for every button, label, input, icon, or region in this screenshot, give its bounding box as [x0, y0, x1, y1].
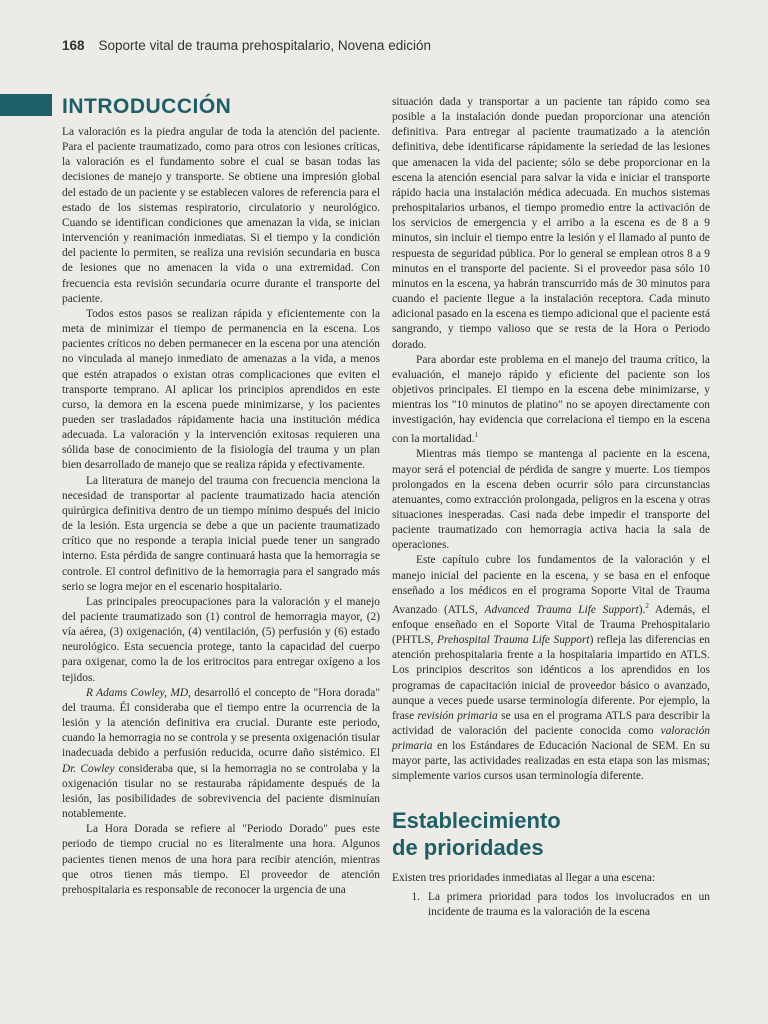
- paragraph-cowley: [62, 686, 380, 822]
- left-column: [62, 95, 380, 898]
- list-item: [392, 890, 710, 920]
- subsection-heading-line: de prioridades: [392, 834, 544, 860]
- paragraph: La Hora Dorada se refiere al "Periodo Dorado" pues este periodo de tiempo crucial no es literalmente una hora. Algunos pacientes tienen menos de una hora para recibir atención, mientras que otros tienen más tiempo. El proveedor de atención prehospitalaria es responsable de reconocer la urgencia de una: [62, 823, 380, 896]
- cowley-dr: Dr. Cowley: [62, 762, 115, 775]
- paragraph: [392, 353, 710, 448]
- paragraph: situación dada y transportar a un paciente tan rápido como sea posible a la instalación donde puedan proporcionar una atención definitiva. Para entregar al paciente traumatizado a la atención definitiva, debe identificarse rápidamente la seriedad de las lesiones que amenacen la vida del paciente; sólo se debe proporcionar en la escena la atención esencial para salvar la vida e iniciar el transporte rápido hacia una instalación médica adecuada. En muchos sistemas prehospitalarios urbanos, el tiempo promedio entre la activación de los servicios de emergencia y el arribo a la escena es de 8 a 9 minutos, sin incluir el tiempo entre la lesión y el llamado al punto de respuesta de seguridad pública. Por lo general se emplean otros 8 a 9 minutos en el transporte del paciente. Si el proveedor pasa sólo 10 minutos en la escena, ya habrán transcurrido más de 30 minutos para cuando el paciente llegue a la instalación receptora. Cada minuto adicional pasado en la escena es tiempo adicional que el paciente está sangrando, y tiempo valioso que se resta de la Hora o Periodo dorado.: [392, 96, 710, 351]
- paragraph-text: ) refleja las diferencias en atención prehospitalaria frente a la hospitalaria impartido en ATLS. Los principios descritos son idénticos a los aprendidos en los programas de capacitación inicial de proveedor básico o avanzado, aunque a veces puede usarse terminología diferente. Por ejemplo, la frase: [392, 634, 710, 722]
- paragraph: La literatura de manejo del trauma con frecuencia menciona la necesidad de transportar al paciente traumatizado hacia atención quirúrgica definitiva dentro de un tiempo mínimo después del inicio de la lesión. Esta urgencia se debe a que un paciente traumatizado crítico que no responde a terapia inicial puede tener un sangrado interno. Esta pérdida de sangre continuará hasta que la hemorragia se controle. El control definitivo de la hemorragia para el sangrado más serio se logra mejor en el escenario hospitalario.: [62, 474, 380, 593]
- term-valoracion-primaria: valoración primaria: [392, 725, 710, 753]
- atls-term: Advanced Trauma Life Support: [484, 603, 639, 616]
- paragraph: [392, 553, 710, 784]
- term-revision-primaria: revisión primaria: [417, 709, 498, 722]
- paragraph-text: Este capítulo cubre los fundamentos de la valoración y el manejo inicial del paciente en la escena, y se basa en el enfoque enseñado a los médicos en el programa Soporte Vital de Trauma Avanzado (ATLS,: [392, 554, 710, 616]
- cowley-name: R Adams Cowley, MD,: [86, 686, 191, 699]
- paragraph-text: Además, el enfoque enseñado en el Soporte Vital de Trauma Prehospitalario (PHTLS,: [392, 603, 710, 647]
- paragraph: Todos estos pasos se realizan rápida y eficientemente con la meta de minimizar el tiempo de permanencia en la escena. Los pacientes críticos no deben permanecer en la escena por una atención no vinculada al manejo inmediato de amenazas a la vida, a menos que estén atrapados o existan otras complicaciones que eviten el transporte temprano. Al aplicar los principios aprendidos en este curso, la demora en la escena puede minimizarse, y los pacientes pueden ser trasladados rápidamente hacia una institución médica adecuada. La valoración y la intervención exitosas requieren una sólida base de conocimiento de la fisiología del trauma y un plan bien desarrollado de manejo que se realiza rápida y efectivamente.: [62, 307, 380, 472]
- section-heading: INTRODUCCIÓN: [62, 95, 232, 118]
- paragraph-text: Para abordar este problema en el manejo del trauma crítico, la evaluación, el manejo rápido y eficiente del paciente son los objetivos principales. El tiempo en la escena debe minimizarse, y mientras los "10 minutos de platino" no se apoyen directamente con investigación, hay evidencia que correlaciona el tiempo en la escena con la mortalidad.: [392, 353, 710, 446]
- paragraph-text: en los Estándares de Educación Nacional de SEM. En su mayor parte, las actividades realizadas en esta etapa son las mismas; simplemente varios cursos usan terminología diferente.: [392, 740, 710, 783]
- reference-marker: 1: [474, 431, 479, 440]
- subsection-heading-line: Establecimiento: [392, 807, 561, 833]
- section-accent-bar: [0, 94, 52, 116]
- paragraph-text: se usa en el programa ATLS para describir la actividad de valoración del paciente conocida como: [392, 709, 710, 737]
- phtls-term: Prehospital Trauma Life Support: [437, 634, 590, 647]
- running-head: [62, 38, 431, 53]
- paragraph: Existen tres prioridades inmediatas al llegar a una escena:: [392, 871, 656, 884]
- right-column: [392, 95, 710, 920]
- book-title: Soporte vital de trauma prehospitalario, Novena edición: [98, 38, 431, 53]
- paragraph-text: ).: [638, 603, 646, 616]
- reference-marker: 2: [645, 601, 649, 610]
- paragraph: Mientras más tiempo se mantenga al paciente en la escena, mayor será el potencial de pérdida de sangre y muerte. Los tiempos prolongados en la escena deben ocurrir sólo para circunstancias atenuantes, como extracción prolongada, peligros en la escena y otras situaciones inesperadas. Casi nada debe impedir el transporte del paciente traumatizado con hemorragia activa hacia la sala de operaciones.: [392, 448, 710, 552]
- paragraph: Las principales preocupaciones para la valoración y el manejo del paciente traumatizado son (1) control de hemorragia mayor, (2) vía aérea, (3) oxigenación, (4) ventilación, (5) perfusión y (6) estado neurológico. Esta secuencia protege, tanto la capacidad del cuerpo para oxigenar, como la de los eritrocitos para entregar oxígeno a los tejidos.: [62, 595, 380, 684]
- page-number: 168: [62, 38, 85, 53]
- list-number: 1.: [411, 890, 420, 903]
- subsection-heading: [392, 807, 710, 861]
- paragraph-text: consideraba que, si la hemorragia no se controlaba y la oxigenación tisular no se restauraba rápidamente después de la lesión, las posibilidades de sobrevivencia del paciente disminuían notablemente.: [62, 762, 380, 821]
- list-text: La primera prioridad para todos los involucrados en un incidente de trauma es la valoración de la escena: [428, 890, 710, 918]
- paragraph-text: desarrolló el concepto de "Hora dorada" del trauma. Él consideraba que el tiempo entre la ocurrencia de la lesión y la atención definitiva era crucial. Durante este periodo, cuando la hemorragia no se controla y se presenta oxigenación tisular inadecuada debido a perfusión reducida, ocurre daño sistémico. El: [62, 686, 380, 760]
- paragraph: La valoración es la piedra angular de toda la atención del paciente. Para el paciente traumatizado, como para otros con lesiones críticas, la valoración es el fundamento sobre el cual se basan todas las decisiones de manejo y transporte. Se obtiene una impresión global del estado de un paciente y se establecen valores de referencia para el estado de los sistemas respiratorio, circulatorio y neurológico. Cuando se identifican condiciones que amenazan la vida, se inician intervención y reanimación inmediatas. Si el tiempo y la condición del paciente lo permiten, se realiza una revisión secundaria en busca de lesiones que no amenacen la vida o una extremidad. Con frecuencia esta revisión secundaria ocurre durante el transporte del paciente.: [62, 126, 380, 305]
